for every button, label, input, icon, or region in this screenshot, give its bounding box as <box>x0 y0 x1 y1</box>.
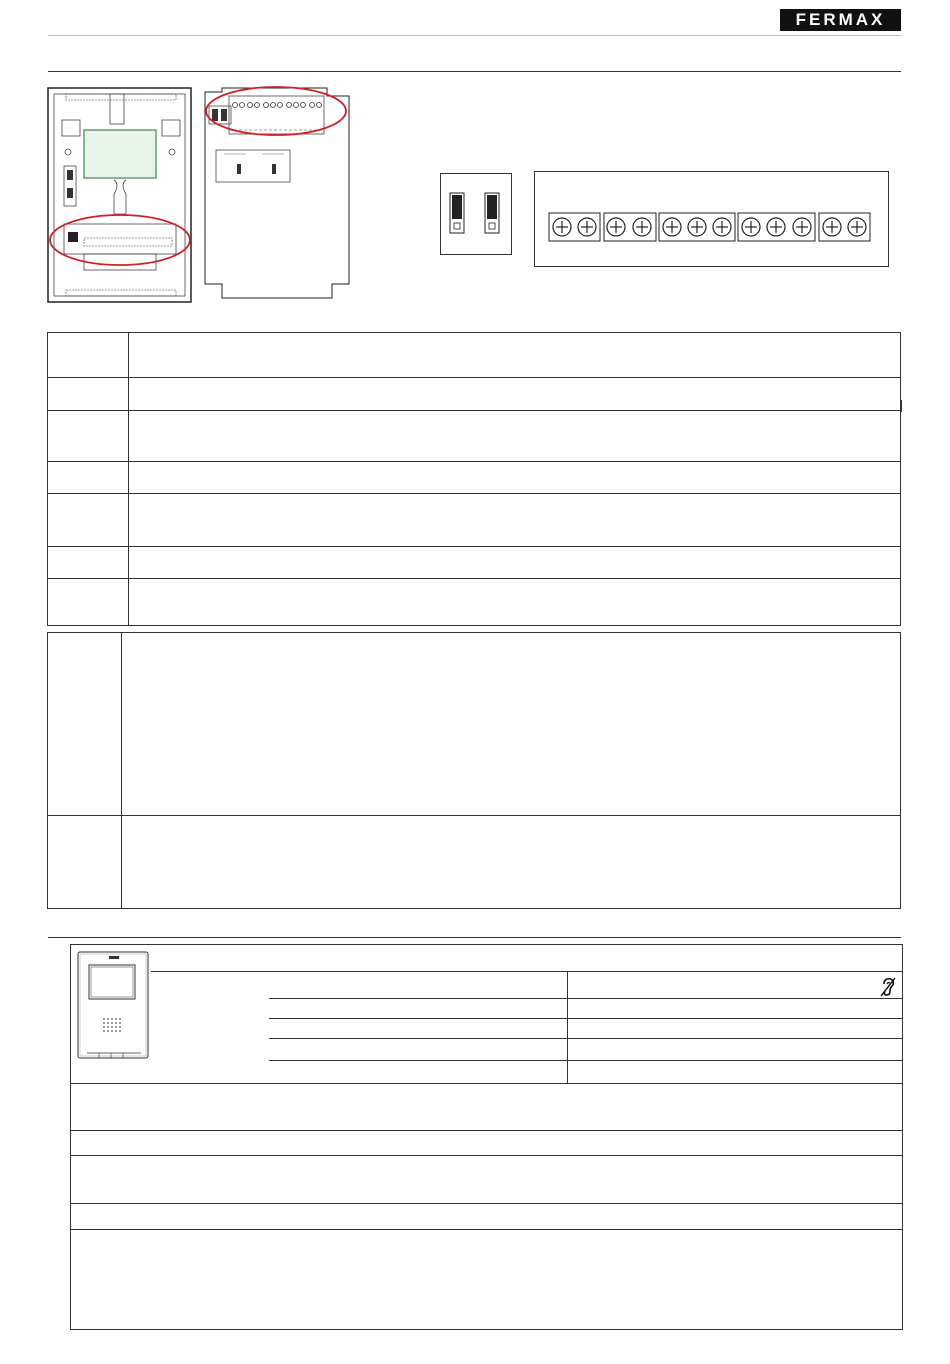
header-rule <box>48 35 901 36</box>
monitor-back-illustration <box>44 84 354 306</box>
section-rule-2 <box>48 937 901 938</box>
dip-switch-detail <box>440 173 512 255</box>
brand-logo <box>780 9 901 31</box>
spec-table-2 <box>47 632 901 909</box>
spec-table-1 <box>47 332 901 626</box>
product-box <box>70 944 903 1330</box>
monitor-front-thumbnail <box>77 951 151 1063</box>
terminal-block-detail <box>534 171 889 267</box>
section-rule <box>48 71 901 72</box>
brand-logo-text: FERMAX <box>795 10 886 29</box>
hearing-aid-icon <box>879 977 897 997</box>
